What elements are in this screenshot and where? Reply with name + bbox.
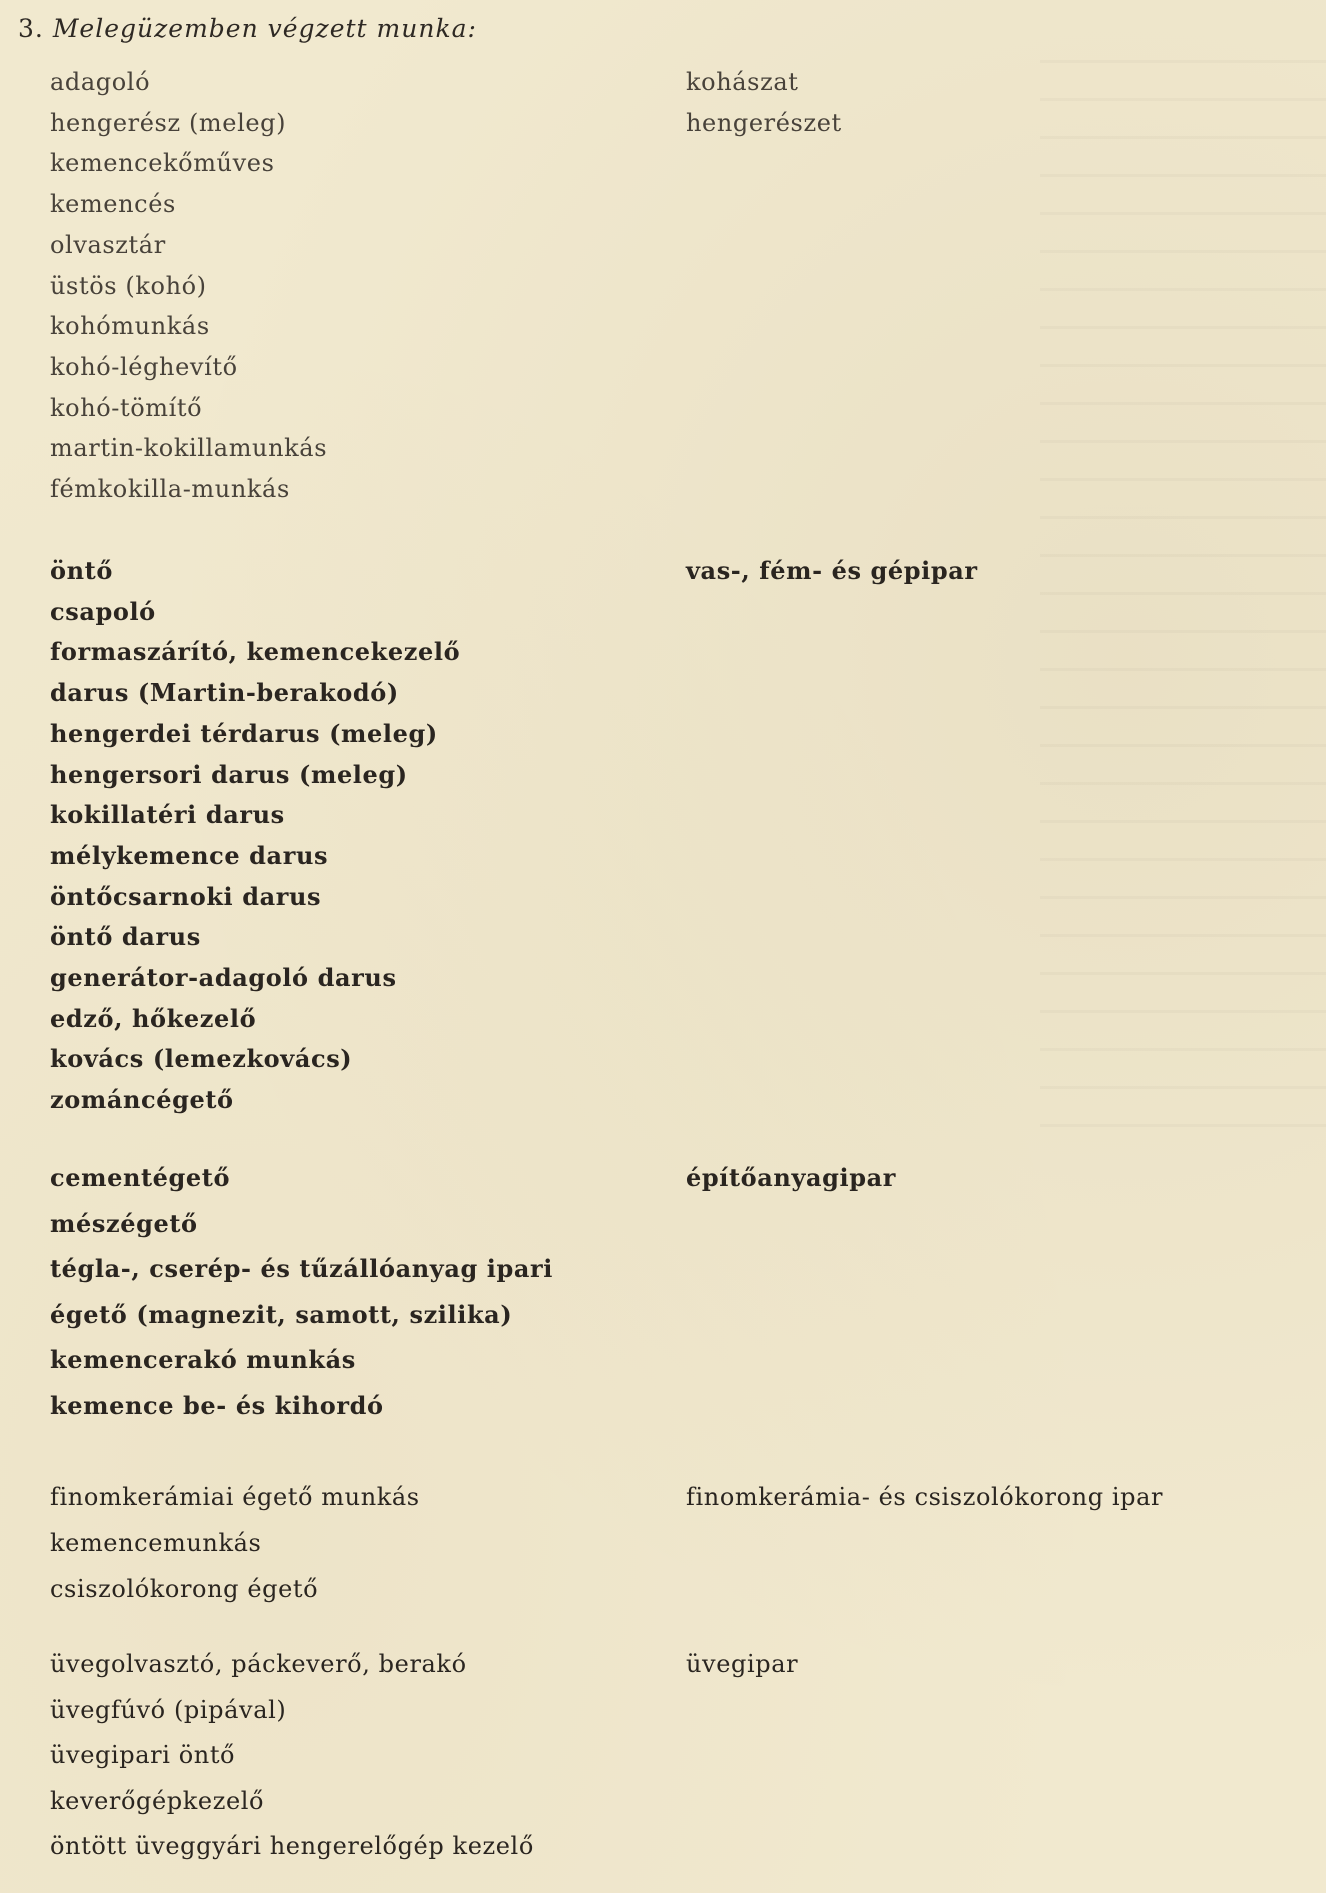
job-item: kohómunkás [50, 312, 210, 341]
industry-vas-fem-gepipar [686, 551, 978, 592]
job-list-vas-fem-gepipar [50, 551, 460, 1121]
industry-label: finomkerámia- és csiszolókorong ipar [686, 1483, 1164, 1511]
industry-label: hengerészet [686, 108, 842, 137]
job-item: mészégető [50, 1208, 198, 1238]
job-item: hengersori darus (meleg) [50, 759, 408, 789]
job-item: kovács (lemezkovács) [50, 1044, 353, 1074]
job-item: csapoló [50, 596, 156, 626]
job-item: zománcégető [50, 1085, 234, 1115]
job-item: kemencés [50, 190, 176, 219]
industry-label: vas-, fém- és gépipar [686, 556, 978, 585]
industry-uvegipar [686, 1642, 798, 1688]
job-item: hengerész (meleg) [50, 108, 287, 137]
job-item: formaszárító, kemencekezelő [50, 637, 461, 667]
job-item: kemencemunkás [50, 1529, 262, 1557]
job-item: tégla-, cserép- és tűzállóanyag ipari [50, 1254, 554, 1283]
job-item: kemencerakó munkás [50, 1345, 356, 1374]
job-item: öntő darus [50, 922, 201, 952]
section-number: 3. [18, 14, 44, 43]
job-item: öntött üveggyári hengerelőgép kezelő [50, 1832, 534, 1860]
job-item: darus (Martin-berakodó) [50, 678, 399, 708]
job-item: kemence be- és kihordó [50, 1390, 384, 1420]
job-item: üvegipari öntő [50, 1741, 236, 1769]
job-list-finomkeramia [50, 1474, 420, 1612]
job-item: adagoló [50, 68, 151, 96]
job-item: üvegfúvó (pipával) [50, 1695, 287, 1724]
job-item: öntő [50, 556, 113, 585]
job-item: öntőcsarnoki darus [50, 881, 322, 911]
industry-kohaszat [686, 62, 842, 143]
industry-epitoanyagipar [686, 1155, 896, 1201]
job-item: üstös (kohó) [50, 271, 207, 300]
job-item: kemencekőműves [50, 149, 275, 178]
industry-label: építőanyagipar [686, 1163, 897, 1192]
section-title: Melegüzemben végzett munka: [52, 14, 477, 43]
job-item: generátor-adagoló darus [50, 963, 397, 993]
job-item: keverőgépkezelő [50, 1786, 265, 1815]
job-list-epitoanyagipar [50, 1155, 553, 1428]
job-item: kohó-tömítő [50, 393, 203, 422]
industry-finomkeramia [686, 1474, 1163, 1520]
job-item: kokillatéri darus [50, 800, 285, 830]
job-item: csiszolókorong égető [50, 1575, 319, 1603]
job-item: hengerdei térdarus (meleg) [50, 718, 438, 748]
job-item: kohó-léghevítő [50, 352, 238, 381]
job-item: fémkokilla-munkás [50, 475, 290, 504]
industry-label: kohászat [686, 68, 799, 96]
industry-label: üvegipar [686, 1650, 799, 1678]
job-item: mélykemence darus [50, 840, 329, 870]
job-item: finomkerámiai égető munkás [50, 1483, 420, 1511]
job-item: cementégető [50, 1163, 231, 1192]
job-list-kohaszat [50, 62, 327, 510]
job-item: üvegolvasztó, páckeverő, berakó [50, 1650, 467, 1678]
job-list-uvegipar [50, 1642, 534, 1870]
job-item: égető (magnezit, samott, szilika) [50, 1299, 513, 1329]
job-item: edző, hőkezelő [50, 1003, 257, 1033]
bleed-through-texture [1040, 60, 1326, 1160]
section-heading [18, 14, 477, 43]
job-item: martin-kokillamunkás [50, 434, 328, 463]
job-item: olvasztár [50, 230, 166, 259]
